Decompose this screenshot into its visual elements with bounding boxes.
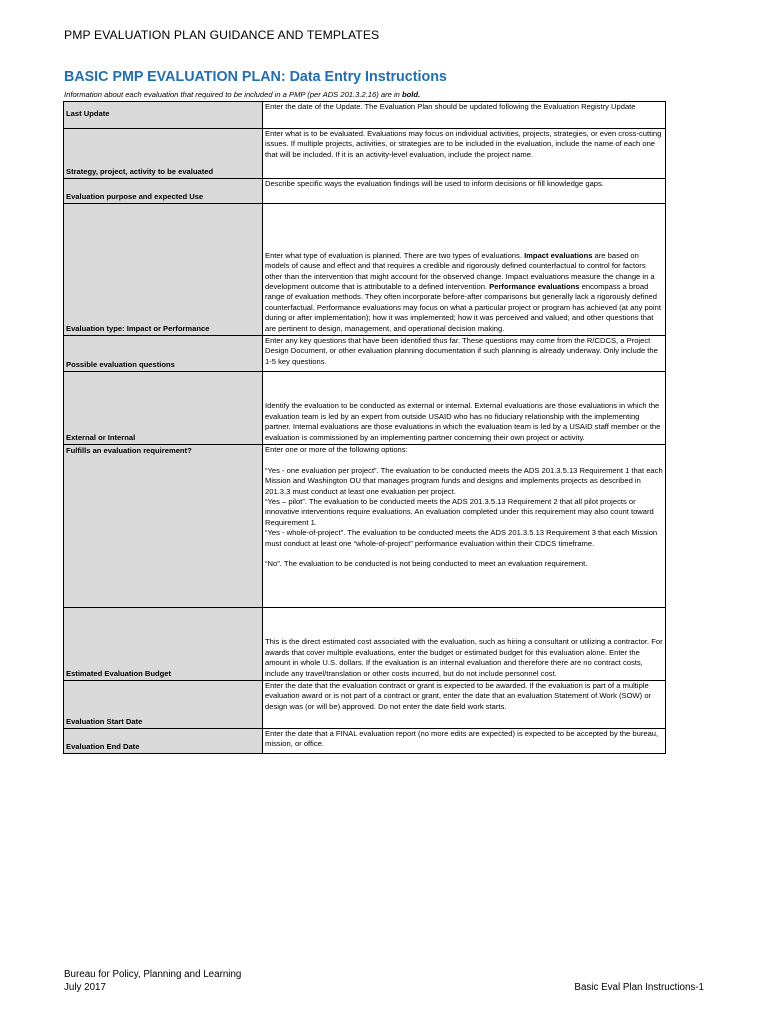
footer-left bbox=[64, 969, 241, 994]
desc-bold-performance: Performance evaluations bbox=[489, 281, 580, 291]
table-row bbox=[64, 372, 666, 445]
desc-text: are based on models of cause and effect and that requires a credible and rigorously defined counterfactual to control for factors other than the intervention that might account for the observed change. Impact evaluations measure the change in a development outcome that is attributable to a defined intervention. bbox=[265, 250, 655, 291]
requirement-intro: Enter one or more of the following options: bbox=[265, 445, 408, 454]
row-label-external-internal: External or Internal bbox=[64, 372, 263, 445]
document-header: PMP EVALUATION PLAN GUIDANCE AND TEMPLATES bbox=[64, 28, 380, 42]
subtitle-bold: bold. bbox=[402, 90, 421, 99]
requirement-option-pilot: “Yes – pilot”. The evaluation to be conducted meets the ADS 201.3.5.13 Requirement 2 that all pilot projects or innovative interventions require evaluations. An evaluation completed under this requirement may also count toward Requirement 1. bbox=[265, 497, 654, 527]
row-label-budget: Estimated Evaluation Budget bbox=[64, 608, 263, 681]
table-row bbox=[64, 179, 666, 204]
table-row bbox=[64, 204, 666, 336]
row-desc-evaluation-type bbox=[263, 204, 666, 336]
row-label-last-update: Last Update bbox=[64, 102, 263, 129]
row-label-requirement: Fulfills an evaluation requirement? bbox=[64, 445, 263, 608]
requirement-option-one-per-project: “Yes - one evaluation per project”. The evaluation to be conducted meets the ADS 201.3.5.13 Requirement 1 that each Mission and Washington OU that manages program funds and designs and implements projects as described in 201.3.3 must conduct at least one evaluation per project. bbox=[265, 465, 663, 496]
row-label-start-date: Evaluation Start Date bbox=[64, 681, 263, 729]
desc-text: Enter what type of evaluation is planned. There are two types of evaluations. bbox=[265, 250, 525, 260]
row-desc-end-date: Enter the date that a FINAL evaluation report (no more edits are expected) is expected to be accepted by the bureau, mission, or office. bbox=[263, 729, 666, 754]
row-desc-purpose: Describe specific ways the evaluation findings will be used to inform decisions or fill knowledge gaps. bbox=[263, 179, 666, 204]
table-row bbox=[64, 102, 666, 129]
subtitle-text: Information about each evaluation that required to be included in a PMP (per ADS 201.3.2.16) are in bbox=[64, 90, 402, 99]
row-label-purpose: Evaluation purpose and expected Use bbox=[64, 179, 263, 204]
desc-bold-impact: Impact evaluations bbox=[524, 250, 593, 260]
table-row bbox=[64, 129, 666, 179]
table-row bbox=[64, 729, 666, 754]
row-desc-last-update: Enter the date of the Update. The Evaluation Plan should be updated following the Evaluation Registry Update bbox=[263, 102, 666, 129]
footer-date: July 2017 bbox=[64, 981, 106, 993]
row-desc-start-date: Enter the date that the evaluation contract or grant is expected to be awarded. If the evaluation is part of a multiple evaluation award or is not part of a contract or grant, enter the date that an evaluation Statement of Work (SOW) or design was (or will be) approved. Do not enter the date field work starts. bbox=[263, 681, 666, 729]
row-label-end-date: Evaluation End Date bbox=[64, 729, 263, 754]
instructions-table bbox=[63, 101, 666, 754]
requirement-option-no: “No”. The evaluation to be conducted is not being conducted to meet an evaluation requirement. bbox=[265, 559, 588, 569]
row-desc-strategy: Enter what is to be evaluated. Evaluations may focus on individual activities, projects, strategies, or even cross-cutting issues. If multiple projects, activities, or strategies are to be included in the evaluation, include the name of each one that will be included. If it is an activity-level evaluation, include the project name. bbox=[263, 129, 666, 179]
footer-org: Bureau for Policy, Planning and Learning bbox=[64, 969, 242, 980]
page-title: BASIC PMP EVALUATION PLAN: Data Entry Instructions bbox=[64, 69, 447, 85]
row-desc-requirement bbox=[263, 445, 666, 608]
row-desc-budget: This is the direct estimated cost associated with the evaluation, such as hiring a consultant or utilizing a contractor. For awards that cover multiple evaluations, enter the budget or estimated budget for this evaluation alone. Enter the amount in whole U.S. dollars. If the evaluation is an internal evaluation and therefore there are no contract costs, include any travel/translation or other costs incurred, but do not include personnel cost. bbox=[263, 608, 666, 681]
row-label-questions: Possible evaluation questions bbox=[64, 336, 263, 372]
row-desc-questions: Enter any key questions that have been identified thus far. These questions may come from the R/CDCS, a Project Design Document, or other evaluation planning documentation if such planning is already underway. Only include the 1-5 key questions. bbox=[263, 336, 666, 372]
desc-text: encompass a broad range of evaluation methods. They often incorporate before-after comparisons but generally lack a rigorously defined counterfactual. Performance evaluations may focus on what a particular project or program has achieved (at any point during or after implementation); how it was implemented; how it was perceived and valued; and other questions that are pertinent to design, management, and operational decision making. bbox=[265, 281, 661, 333]
requirement-option-whole-of-project: “Yes - whole-of-project”. The evaluation to be conducted meets the ADS 201.3.5.13 Requirement 3 that each Mission must conduct at least one “whole-of-project” performance evaluation within their CDCS timeframe. bbox=[265, 528, 658, 548]
row-label-evaluation-type: Evaluation type: Impact or Performance bbox=[64, 204, 263, 336]
row-desc-external-internal: Identify the evaluation to be conducted as external or internal. External evaluations are those evaluations in which the evaluation team is led by an expert from outside USAID who has no fiduciary relationship with the implementing partner. Internal evaluations are those evaluations in which the evaluation team is led by a USAID staff member or the evaluation is commissioned by an implementing partner concerning their own project or activity. bbox=[263, 372, 666, 445]
table-row bbox=[64, 336, 666, 372]
table-row bbox=[64, 608, 666, 681]
page-subtitle bbox=[64, 90, 420, 99]
footer-page-label: Basic Eval Plan Instructions-1 bbox=[574, 982, 704, 993]
table-row bbox=[64, 681, 666, 729]
row-label-strategy: Strategy, project, activity to be evaluated bbox=[64, 129, 263, 179]
table-row bbox=[64, 445, 666, 608]
